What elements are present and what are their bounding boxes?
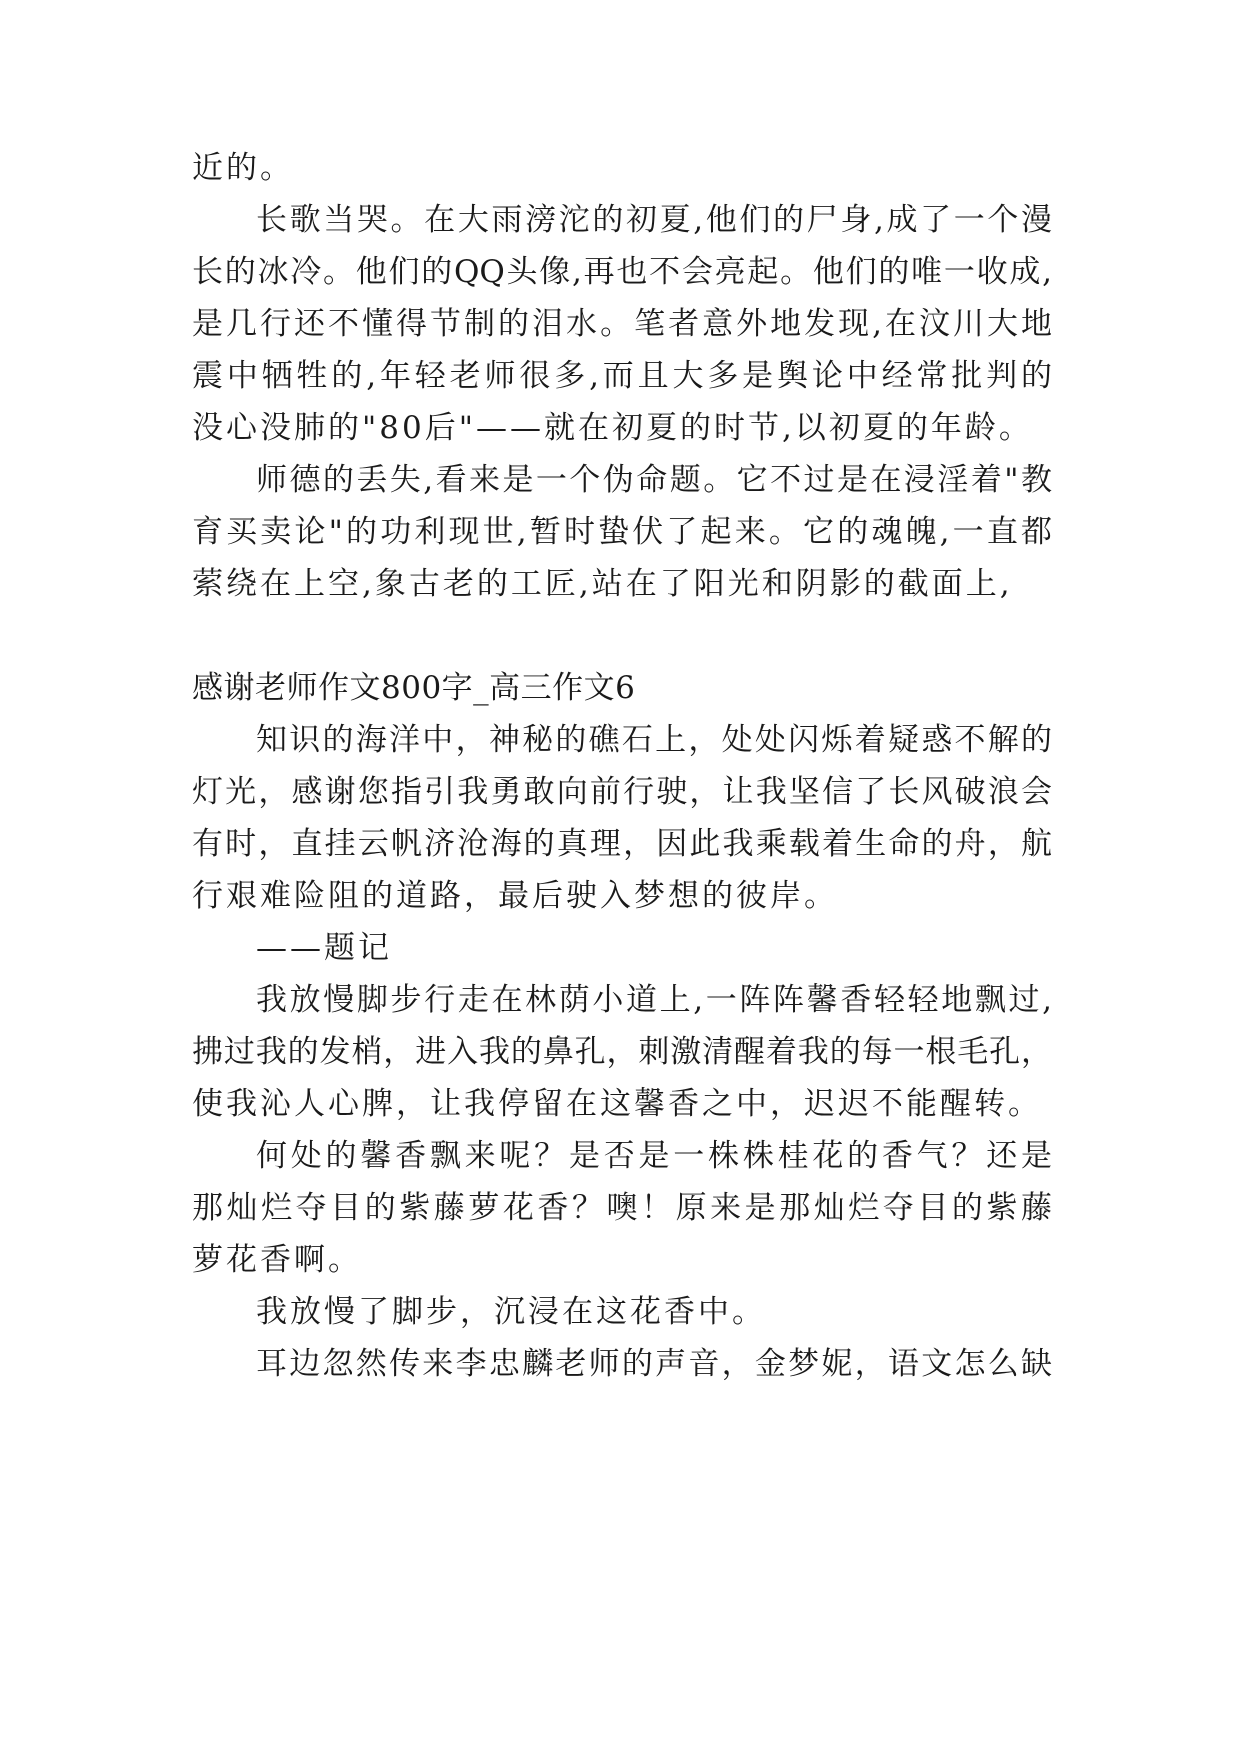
epigraph-attribution: ——题记: [256, 930, 392, 966]
paragraph-line: 长歌当哭。在大雨滂沱的初夏,他们的尸身,成了一个漫: [256, 202, 1052, 238]
paragraph-line: 师德的丢失,看来是一个伪命题。它不过是在浸淫着"教: [256, 462, 1052, 498]
paragraph-line: 育买卖论"的功利现世,暂时蛰伏了起来。它的魂魄,一直都: [192, 514, 1052, 550]
paragraph-line: 长的冰冷。他们的QQ头像,再也不会亮起。他们的唯一收成,: [192, 254, 1052, 290]
paragraph-line: 萝花香啊。: [192, 1242, 362, 1278]
paragraph-line: 知识的海洋中，神秘的礁石上，处处闪烁着疑惑不解的: [256, 722, 1052, 758]
paragraph-line: 我放慢脚步行走在林荫小道上,一阵阵馨香轻轻地飘过,: [256, 982, 1052, 1018]
paragraph-line: 行艰难险阻的道路，最后驶入梦想的彼岸。: [192, 878, 838, 914]
paragraph-line: 萦绕在上空,象古老的工匠,站在了阳光和阴影的截面上,: [192, 566, 1013, 602]
paragraph-line: 那灿烂夺目的紫藤萝花香？噢！原来是那灿烂夺目的紫藤: [192, 1190, 1052, 1226]
section-title: 感谢老师作文800字_高三作文6: [192, 670, 636, 706]
paragraph-line: 有时，直挂云帆济沧海的真理，因此我乘载着生命的舟，航: [192, 826, 1052, 862]
paragraph-line: 何处的馨香飘来呢？是否是一株株桂花的香气？还是: [256, 1138, 1052, 1174]
paragraph-line: 灯光，感谢您指引我勇敢向前行驶，让我坚信了长风破浪会: [192, 774, 1052, 810]
paragraph-line: 拂过我的发梢，进入我的鼻孔，刺激清醒着我的每一根毛孔，: [192, 1034, 1052, 1070]
paragraph-line: 耳边忽然传来李忠麟老师的声音，金梦妮，语文怎么缺: [256, 1346, 1052, 1382]
paragraph-line: 没心没肺的"80后"——就在初夏的时节,以初夏的年龄。: [192, 410, 1033, 446]
paragraph-line: 使我沁人心脾，让我停留在这馨香之中，迟迟不能醒转。: [192, 1086, 1042, 1122]
paragraph-line: 我放慢了脚步，沉浸在这花香中。: [256, 1294, 766, 1330]
paragraph-line: 震中牺牲的,年轻老师很多,而且大多是舆论中经常批判的: [192, 358, 1052, 394]
paragraph-line: 是几行还不懂得节制的泪水。笔者意外地发现,在汶川大地: [192, 306, 1052, 342]
paragraph-line: 近的。: [192, 150, 294, 186]
